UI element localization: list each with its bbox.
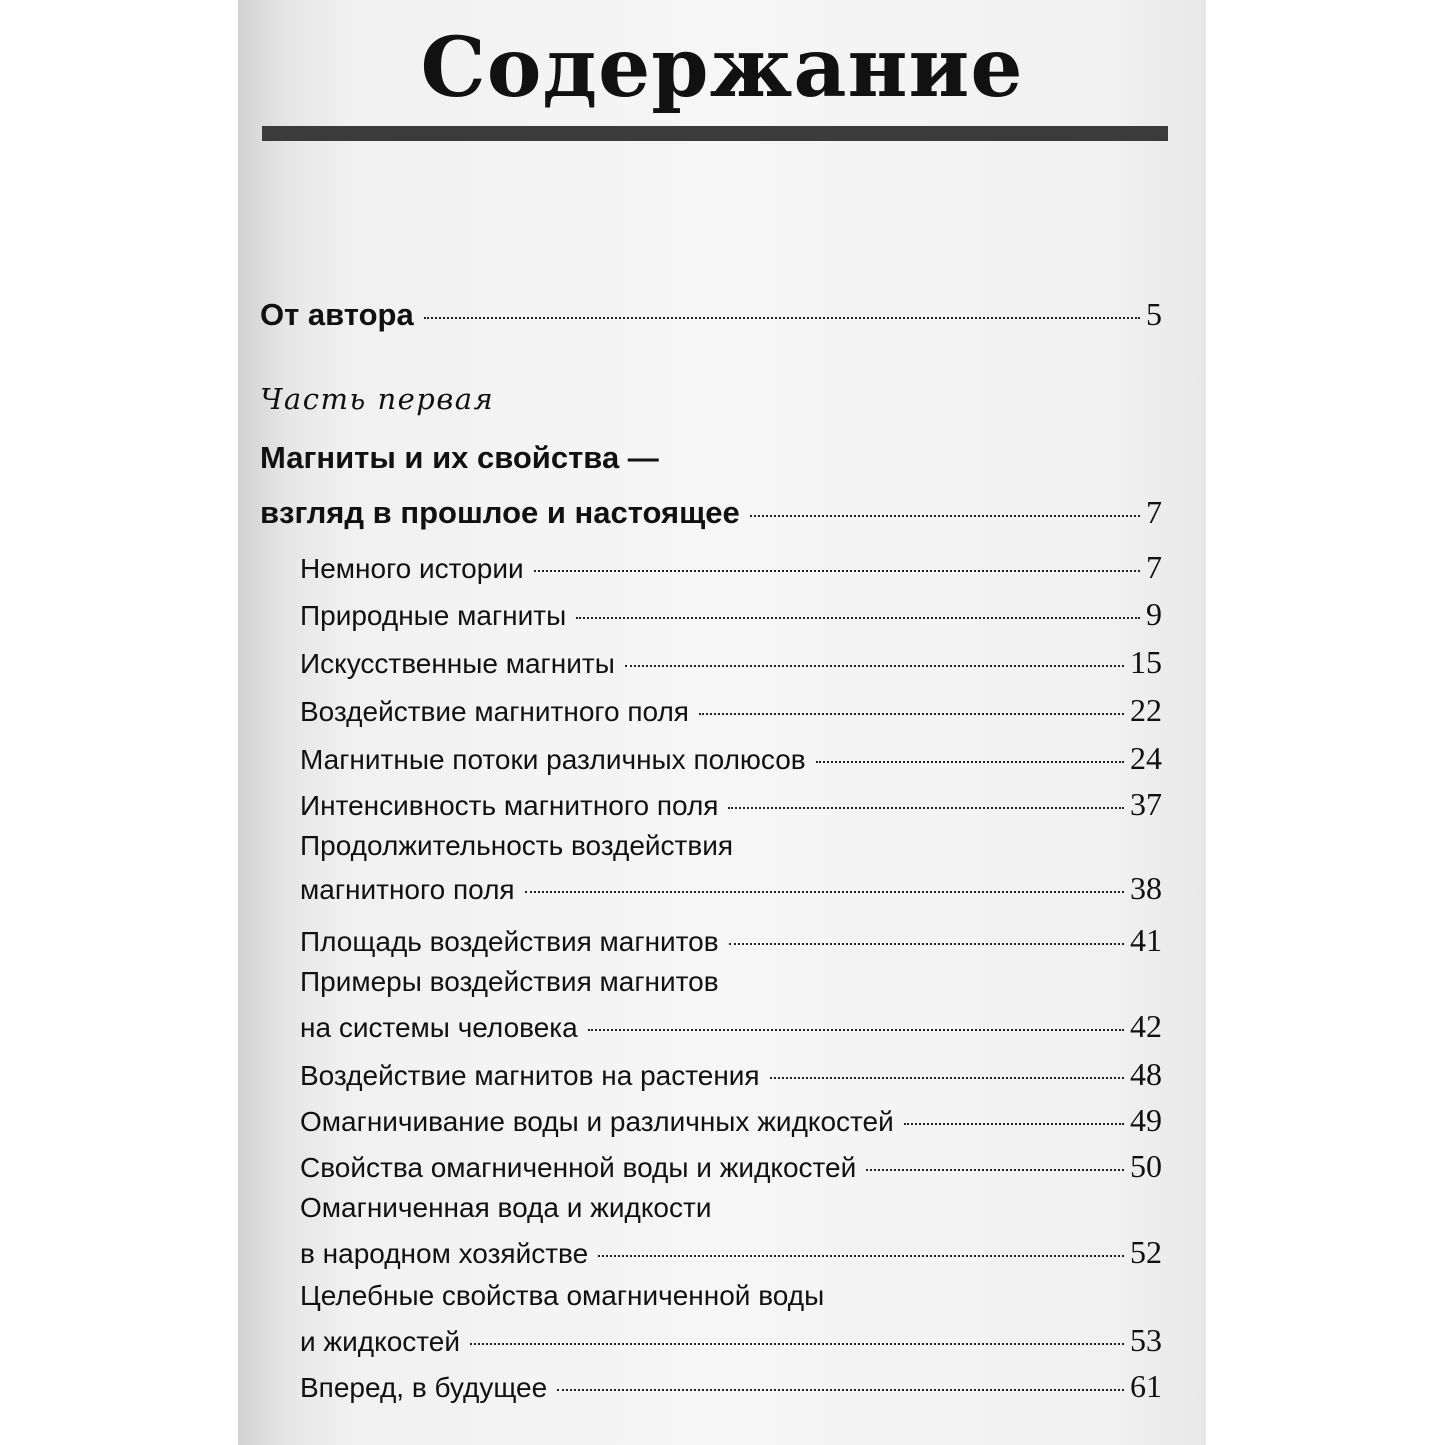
toc-item	[300, 1102, 1162, 1139]
toc-item-title: Свойства омагниченной воды и жидкостей	[300, 1152, 857, 1183]
toc-item-title: Магнитные потоки различных полюсов	[300, 744, 806, 775]
toc-item-title: Омагничивание воды и различных жидкостей	[300, 1106, 894, 1137]
toc-page-number: 5	[1146, 296, 1162, 332]
toc-page-number: 22	[1130, 692, 1162, 728]
toc-page-number: 38	[1130, 870, 1162, 906]
dot-leader	[816, 761, 1124, 763]
toc-item	[300, 870, 1162, 907]
part-label: Часть первая	[260, 382, 495, 416]
toc-item-title: в народном хозяйстве	[300, 1238, 589, 1269]
toc-page-number: 41	[1130, 922, 1162, 958]
dot-leader	[770, 1077, 1124, 1079]
dot-leader	[729, 943, 1124, 945]
toc-page-number: 24	[1130, 740, 1162, 776]
chapter-title-line1: Магниты и их свойства —	[260, 440, 659, 475]
dot-leader	[699, 713, 1124, 715]
book-page	[238, 0, 1206, 1445]
toc-item	[300, 596, 1162, 633]
toc-page-number: 61	[1130, 1368, 1162, 1404]
dot-leader	[750, 515, 1140, 517]
toc-item-title: Воздействие магнитного поля	[300, 696, 689, 727]
toc-item	[300, 1056, 1162, 1093]
page-title: Содержание	[420, 20, 1024, 116]
toc-page-number: 48	[1130, 1056, 1162, 1092]
dot-leader	[904, 1123, 1124, 1125]
toc-item	[300, 1234, 1162, 1271]
toc-entry-chapter	[260, 494, 1162, 531]
toc-item-title: магнитного поля	[300, 874, 515, 905]
toc-item	[300, 692, 1162, 729]
toc-item	[300, 644, 1162, 681]
toc-item	[300, 1008, 1162, 1045]
toc-item	[300, 922, 1162, 959]
toc-item-title: Воздействие магнитов на растения	[300, 1060, 760, 1091]
toc-item-title: Искусственные магниты	[300, 648, 615, 679]
dot-leader	[534, 570, 1140, 572]
toc-page-number: 7	[1146, 549, 1162, 585]
toc-item-title: Природные магниты	[300, 600, 567, 631]
dot-leader	[525, 891, 1124, 893]
toc-page-number: 37	[1130, 786, 1162, 822]
toc-item-title-line1: Омагниченная вода и жидкости	[300, 1192, 712, 1223]
toc-item-title: Площадь воздействия магнитов	[300, 926, 719, 957]
toc-page-number: 15	[1130, 644, 1162, 680]
toc-item-title: Немного истории	[300, 553, 524, 584]
toc-item	[300, 549, 1162, 586]
toc-entry-title: От автора	[260, 297, 414, 332]
dot-leader	[728, 807, 1124, 809]
toc-item-title: и жидкостей	[300, 1326, 460, 1357]
toc-page-number: 50	[1130, 1148, 1162, 1184]
toc-page-number: 49	[1130, 1102, 1162, 1138]
toc-page-number: 52	[1130, 1234, 1162, 1270]
toc-entry-author	[260, 296, 1162, 333]
toc-page-number: 9	[1146, 596, 1162, 632]
dot-leader	[576, 617, 1140, 619]
toc-item-title: Вперед, в будущее	[300, 1372, 548, 1403]
toc-item-title-line1: Целебные свойства омагниченной воды	[300, 1280, 825, 1311]
dot-leader	[470, 1343, 1124, 1345]
toc-item-title: на системы человека	[300, 1012, 578, 1043]
dot-leader	[598, 1255, 1124, 1257]
title-rule	[262, 126, 1168, 141]
toc-page-number: 7	[1146, 494, 1162, 530]
toc-item	[300, 740, 1162, 777]
toc-item-title-line1: Примеры воздействия магнитов	[300, 966, 719, 997]
toc-item	[300, 1322, 1162, 1359]
dot-leader	[557, 1389, 1124, 1391]
toc-item	[300, 1368, 1162, 1405]
dot-leader	[866, 1169, 1124, 1171]
toc-page-number: 53	[1130, 1322, 1162, 1358]
dot-leader	[625, 665, 1124, 667]
dot-leader	[588, 1029, 1124, 1031]
dot-leader	[424, 317, 1140, 319]
toc-item-title-line1: Продолжительность воздействия	[300, 830, 734, 861]
toc-item	[300, 786, 1162, 823]
toc-page-number: 42	[1130, 1008, 1162, 1044]
chapter-title-line2: взгляд в прошлое и настоящее	[260, 495, 740, 530]
toc-item	[300, 1148, 1162, 1185]
toc-item-title: Интенсивность магнитного поля	[300, 790, 719, 821]
